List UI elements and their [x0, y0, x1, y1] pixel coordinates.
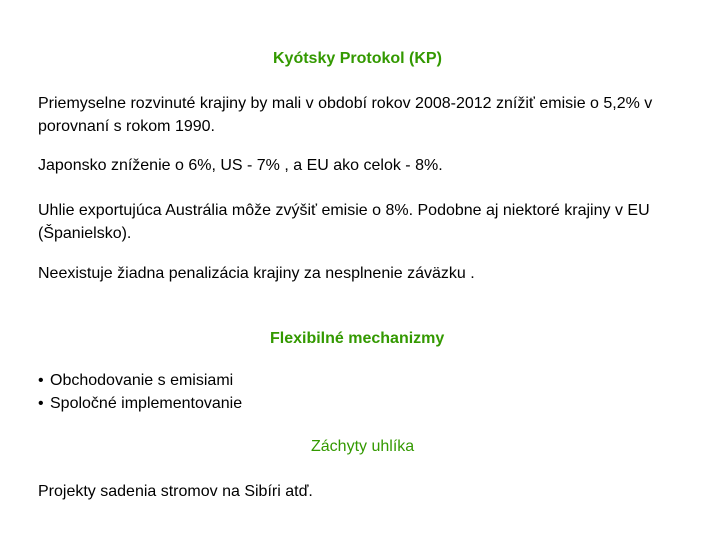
carbon-capture-title: Záchyty uhlíka	[311, 438, 415, 455]
list-item	[38, 369, 242, 392]
bullet-icon: •	[38, 372, 44, 389]
kp-paragraph-2: Japonsko zníženie o 6%, US - 7% , a EU ako celok - 8%.	[38, 157, 443, 174]
kp-paragraph-4: Neexistuje žiadna penalizácia krajiny za nesplnenie záväzku .	[38, 265, 475, 282]
list-item-label: Spoločné implementovanie	[50, 395, 243, 412]
list-item-label: Obchodovanie s emisiami	[50, 372, 234, 389]
list-item	[38, 392, 242, 415]
kp-paragraph-1: Priemyselne rozvinuté krajiny by mali v období rokov 2008-2012 znížiť emisie o 5,2% v porovnaní s rokom 1990.	[38, 95, 653, 135]
flexible-mechanisms-list	[38, 369, 242, 415]
flexible-mechanisms-title: Flexibilné mechanizmy	[270, 330, 445, 347]
carbon-capture-paragraph: Projekty sadenia stromov na Sibíri atď.	[38, 483, 313, 500]
kp-paragraph-3: Uhlie exportujúca Austrália môže zvýšiť emisie o 8%. Podobne aj niektoré krajiny v EU (Španielsko).	[38, 202, 650, 242]
kp-title: Kyótsky Protokol (KP)	[273, 50, 442, 67]
bullet-icon: •	[38, 395, 44, 412]
